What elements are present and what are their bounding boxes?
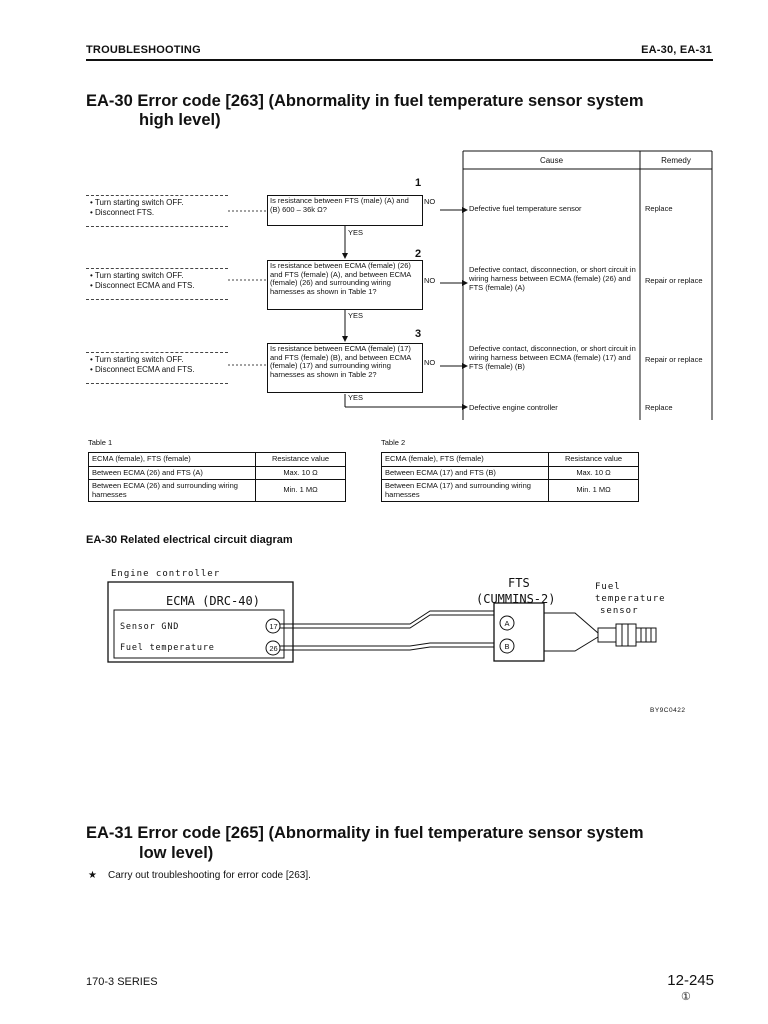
final-cause: Defective engine controller — [469, 403, 558, 412]
final-remedy: Replace — [645, 403, 673, 412]
sensor-label-2: temperature — [595, 594, 666, 604]
step-3-yes: YES — [348, 393, 364, 402]
pin-name-fuel-temp: Fuel temperature — [120, 643, 215, 653]
sensor-label-1: Fuel — [595, 582, 621, 592]
step-3-prep-line: • Turn starting switch OFF. — [90, 355, 184, 364]
footer-page: 12-245 — [667, 972, 714, 989]
step-1-no: NO — [424, 197, 436, 206]
step-1-number: 1 — [415, 177, 422, 189]
footer-series: 170-3 SERIES — [86, 976, 158, 988]
header-right: EA-30, EA-31 — [641, 44, 712, 56]
table1-header: ECMA (female), FTS (female) — [89, 453, 256, 467]
step-2-remedy: Repair or replace — [645, 276, 703, 285]
circuit-title: EA-30 Related electrical circuit diagram — [86, 534, 293, 546]
step-2-cause: Defective contact, disconnection, or short circuit in wiring harness between ECMA (female) (26) and FTS (female) (A) — [469, 265, 636, 292]
step-1-prep-line: • Disconnect FTS. — [90, 208, 155, 217]
table1-cell: Min. 1 MΩ — [256, 480, 346, 502]
figure-id: BY9C0422 — [650, 707, 686, 714]
fts-pin-b: B — [504, 642, 510, 651]
ea31-code: EA-31 — [86, 824, 133, 842]
ecma-pin-26: 26 — [269, 644, 278, 653]
ea31-title-line2: low level) — [139, 844, 214, 862]
step-2-no: NO — [424, 276, 436, 285]
step-3-remedy: Repair or replace — [645, 355, 703, 364]
footer-mark: ① — [681, 991, 691, 1003]
table2-cell: Between ECMA (17) and surrounding wiring harnesses — [382, 480, 549, 502]
ea30-title-line1: Error code [263] (Abnormality in fuel temperature sensor system — [137, 92, 644, 110]
ea31-title — [86, 823, 644, 843]
step-1-cause: Defective fuel temperature sensor — [469, 204, 582, 213]
fts-connector-label: (CUMMINS-2) — [476, 592, 556, 606]
header-left: TROUBLESHOOTING — [86, 44, 201, 56]
table2-header: Resistance value — [549, 453, 639, 467]
step-2-question: Is resistance between ECMA (female) (26) and FTS (female) (A), and between ECMA (female) (26) and surrounding wiring harnesses as shown in Table 1? — [267, 260, 423, 310]
fts-label: FTS — [508, 576, 530, 590]
table2-label: Table 2 — [381, 438, 406, 447]
step-1-remedy: Replace — [645, 204, 673, 213]
step-3-number: 3 — [415, 328, 422, 340]
step-3-question: Is resistance between ECMA (female) (17) and FTS (female) (B), and between ECMA (female) (17) and surrounding wiring harnesses as shown in Table 2? — [267, 343, 423, 393]
engine-controller-label: Engine controller — [111, 569, 221, 579]
sensor-label-3: sensor — [600, 606, 639, 616]
step-1-prep-line: • Turn starting switch OFF. — [90, 198, 184, 207]
step-3-no: NO — [424, 358, 436, 367]
table1-cell: Between ECMA (26) and surrounding wiring harnesses — [89, 480, 256, 502]
fts-pin-a: A — [504, 619, 510, 628]
step-3-prep-line: • Disconnect ECMA and FTS. — [90, 365, 195, 374]
table2-cell: Between ECMA (17) and FTS (B) — [382, 466, 549, 480]
step-1-yes: YES — [348, 228, 364, 237]
table2-cell: Max. 10 Ω — [549, 466, 639, 480]
step-2-number: 2 — [415, 248, 422, 260]
table2-header: ECMA (female), FTS (female) — [382, 453, 549, 467]
ecma-label: ECMA (DRC-40) — [166, 594, 260, 608]
table1-label: Table 1 — [88, 438, 113, 447]
step-2-yes: YES — [348, 311, 364, 320]
table1-cell: Between ECMA (26) and FTS (A) — [89, 466, 256, 480]
step-2-prep-line: • Turn starting switch OFF. — [90, 271, 184, 280]
ea31-note: Carry out troubleshooting for error code [263]. — [108, 870, 311, 881]
table1-cell: Max. 10 Ω — [256, 466, 346, 480]
step-1-question: Is resistance between FTS (male) (A) and (B) 600 – 36k Ω? — [267, 195, 423, 226]
pin-name-sensor-gnd: Sensor GND — [120, 622, 180, 632]
ea30-code: EA-30 — [86, 92, 133, 110]
table1-header: Resistance value — [256, 453, 346, 467]
step-3-cause: Defective contact, disconnection, or short circuit in wiring harness between ECMA (female) (17) and FTS (female) (B) — [469, 344, 636, 371]
remedy-header: Remedy — [661, 156, 691, 165]
table2-cell: Min. 1 MΩ — [549, 480, 639, 502]
cause-header: Cause — [539, 156, 564, 165]
ea30-title-line2: high level) — [139, 111, 221, 129]
step-2-prep-line: • Disconnect ECMA and FTS. — [90, 281, 195, 290]
ecma-pin-17: 17 — [269, 622, 278, 631]
ea31-title-line1: Error code [265] (Abnormality in fuel temperature sensor system — [137, 824, 644, 842]
ea31-note-bullet: ★ — [88, 870, 97, 881]
